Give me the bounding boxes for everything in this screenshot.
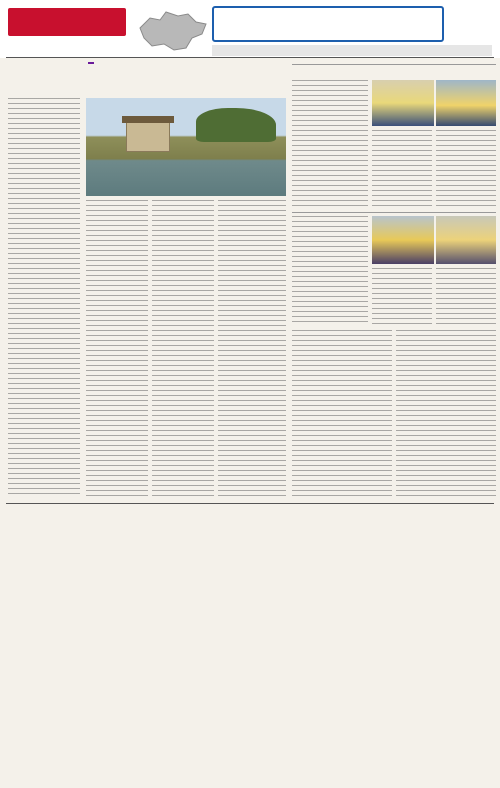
campaign-photo-1 bbox=[372, 80, 434, 126]
campaign-col1 bbox=[292, 80, 368, 210]
campaign-col3 bbox=[436, 130, 496, 210]
campaign3-col2 bbox=[396, 330, 496, 498]
campaign-headline bbox=[292, 62, 496, 65]
trees bbox=[196, 108, 276, 142]
lead-story-col4 bbox=[218, 200, 286, 498]
campaign-divider bbox=[292, 212, 496, 213]
lead-story-col2 bbox=[86, 200, 148, 498]
anniversary-badge bbox=[448, 6, 492, 40]
campaign2-col3 bbox=[436, 268, 496, 326]
campaign-photo-4 bbox=[436, 216, 496, 264]
masthead bbox=[0, 0, 500, 58]
campaign-photo-2 bbox=[436, 80, 496, 126]
district-map-icon bbox=[136, 8, 210, 54]
pump-house-roof bbox=[122, 116, 174, 123]
campaign3-col1 bbox=[292, 330, 392, 498]
section-divider-1 bbox=[6, 503, 494, 504]
masthead-logo bbox=[8, 8, 126, 36]
campaign2-col1 bbox=[292, 216, 368, 326]
dateline-bar bbox=[212, 45, 492, 56]
lead-river-photo bbox=[86, 98, 286, 196]
campaign-col2 bbox=[372, 130, 432, 210]
lead-story-col1 bbox=[8, 98, 80, 498]
campaign-photo-3 bbox=[372, 216, 434, 264]
page-title-box bbox=[212, 6, 444, 42]
pump-house bbox=[126, 122, 170, 152]
campaign2-col2 bbox=[372, 268, 432, 326]
lead-story-col3 bbox=[152, 200, 214, 498]
masthead-divider bbox=[6, 57, 494, 58]
lead-kicker bbox=[88, 62, 94, 64]
